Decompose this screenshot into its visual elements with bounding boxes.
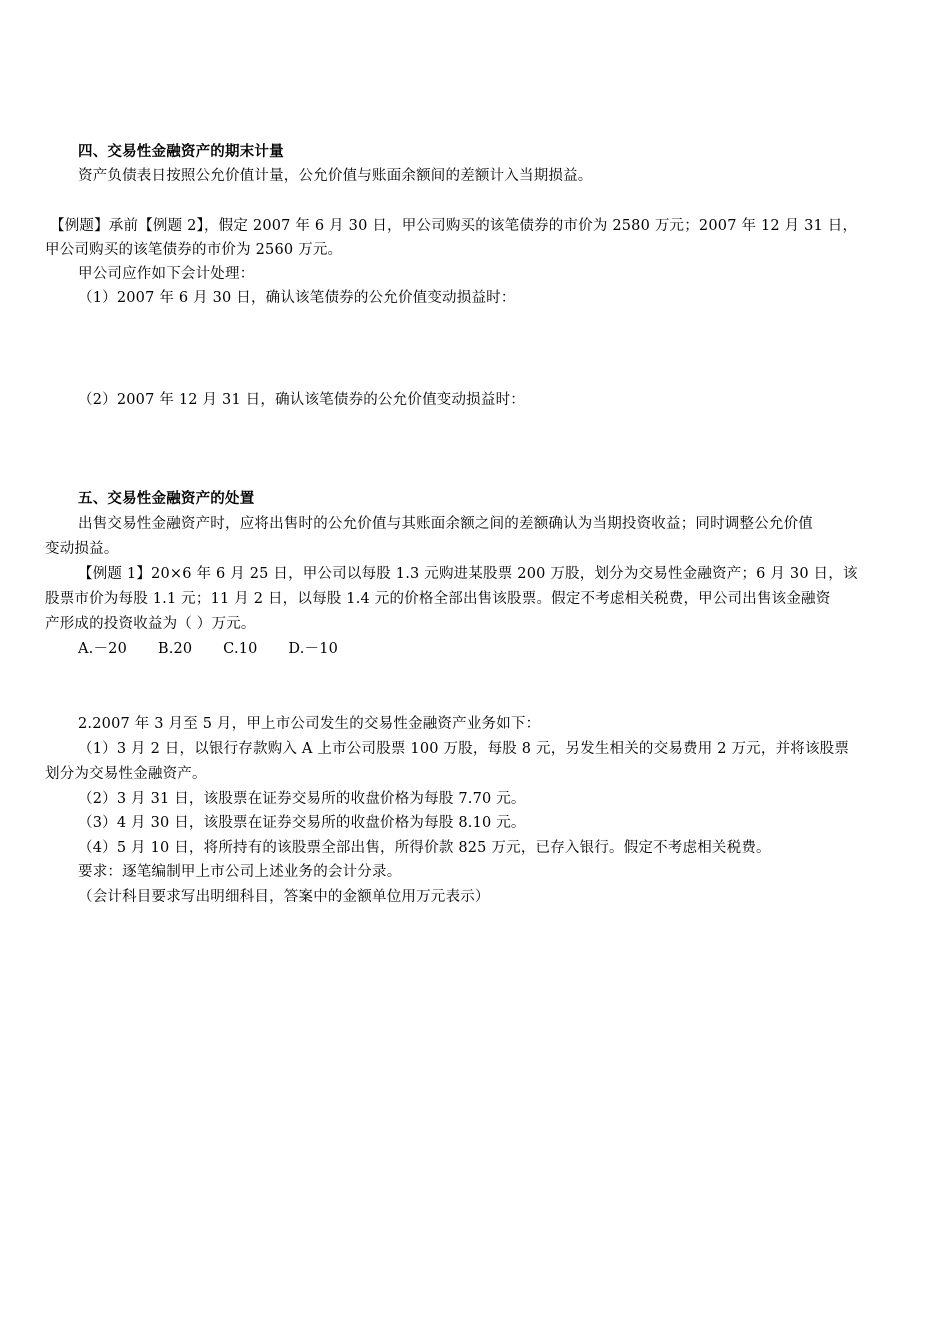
- example1-options: [78, 639, 364, 659]
- question2-requirement: 要求：逐笔编制甲上市公司上述业务的会计分录。: [78, 864, 402, 880]
- section4-heading: 四、交易性金融资产的期末计量: [78, 144, 284, 160]
- example1-line3: 产形成的投资收益为（ ）万元。: [45, 616, 256, 632]
- question2-item1-line1: （1）3 月 2 日，以银行存款购入 A 上市公司股票 100 万股，每股 8 元，另发生相关的交易费用 2 万元，并将该股票: [78, 741, 850, 757]
- example2-step2: （2）2007 年 12 月 31 日，确认该笔债券的公允价值变动损益时：: [78, 392, 525, 408]
- example2-line1: 【例题】承前【例题 2】，假定 2007 年 6 月 30 日，甲公司购买的该笔债券的市价为 2580 万元；2007 年 12 月 31 日，: [50, 218, 858, 234]
- option-a: A.－20: [78, 641, 128, 657]
- question2-item4: （4）5 月 10 日，将所持有的该股票全部出售，所得价款 825 万元，已存入银行。假定不考虑相关税费。: [78, 840, 771, 856]
- option-d: D.－10: [288, 641, 339, 657]
- example1-line1: 【例题 1】20×6 年 6 月 25 日，甲公司以每股 1.3 元购进某股票 200 万股，划分为交易性金融资产；6 月 30 日，该: [78, 566, 858, 582]
- example2-step1: （1）2007 年 6 月 30 日，确认该笔债券的公允价值变动损益时：: [78, 290, 516, 306]
- example2-intro: 甲公司应作如下会计处理：: [78, 266, 255, 282]
- section5-body-line2: 变动损益。: [45, 541, 119, 557]
- option-b: B.20: [157, 641, 193, 657]
- example1-line2: 股票市价为每股 1.1 元；11 月 2 日，以每股 1.4 元的价格全部出售该股票。假定不考虑相关税费，甲公司出售该金融资: [45, 591, 831, 607]
- question2-item1-line2: 划分为交易性金融资产。: [45, 766, 207, 782]
- example2-line2: 甲公司购买的该笔债券的市价为 2560 万元。: [45, 242, 343, 258]
- question2-note: （会计科目要求写出明细科目，答案中的金额单位用万元表示）: [78, 889, 490, 905]
- question2-item2: （2）3 月 31 日，该股票在证券交易所的收盘价格为每股 7.70 元。: [78, 791, 526, 807]
- question2-item3: （3）4 月 30 日，该股票在证券交易所的收盘价格为每股 8.10 元。: [78, 815, 526, 831]
- question2-title: 2.2007 年 3 月至 5 月，甲上市公司发生的交易性金融资产业务如下：: [78, 716, 541, 732]
- section4-body: 资产负债表日按照公允价值计量，公允价值与账面余额间的差额计入当期损益。: [78, 168, 593, 184]
- section5-body-line1: 出售交易性金融资产时，应将出售时的公允价值与其账面余额之间的差额确认为当期投资收益；同时调整公允价值: [78, 516, 813, 532]
- option-c: C.10: [223, 641, 258, 657]
- section5-heading: 五、交易性金融资产的处置: [78, 491, 255, 507]
